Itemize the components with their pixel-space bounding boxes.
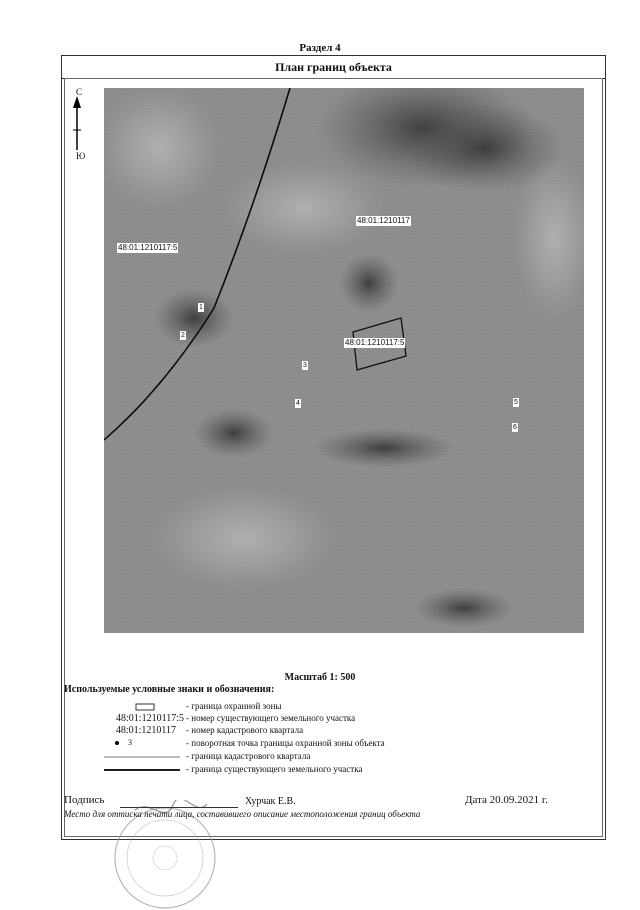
turning-point-label: 6: [513, 424, 517, 431]
signer-name: Хурчак Е.В.: [245, 796, 296, 807]
plan-title: План границ объекта: [62, 56, 605, 79]
turning-point-label: 5: [514, 399, 518, 406]
legend-symbol-text: 3: [128, 738, 132, 747]
signature-line: [120, 807, 238, 808]
legend-title: Используемые условные знаки и обозначения:: [64, 684, 275, 695]
legend-symbol-text: 48:01:1210117:5: [116, 713, 184, 724]
orthophoto-map: [104, 88, 584, 633]
turning-point-label: 3: [303, 362, 307, 369]
north-arrow-icon: [70, 96, 84, 152]
signature-label: Подпись: [64, 794, 105, 806]
legend-item: [64, 725, 584, 738]
legend-item: [64, 751, 584, 764]
legend-item: [64, 738, 584, 751]
map-scale: Масштаб 1: 500: [284, 672, 356, 683]
turning-point-label: 2: [181, 332, 185, 339]
legend-symbol-text: 48:01:1210117: [115, 725, 176, 736]
document-date: Дата 20.09.2021 г.: [465, 794, 548, 806]
legend-item: [64, 764, 584, 777]
land-plot-line-symbol: [64, 764, 184, 776]
land-plot-label: 48:01:1210117:5: [345, 338, 405, 347]
turning-point-label: 4: [296, 400, 300, 407]
compass-north-label: С: [76, 87, 83, 97]
cadastral-quarter-label: 48:01:1210117: [357, 216, 410, 225]
legend-desc: - номер кадастрового квартала: [186, 725, 304, 735]
protection-zone-symbol: [64, 701, 184, 713]
aerial-photo: [104, 88, 584, 633]
turning-point-label: 1: [199, 304, 203, 311]
section-title: Раздел 4: [299, 42, 341, 54]
legend-desc: - граница существующего земельного участка: [186, 764, 363, 774]
land-plot-label: 48:01:1210117:5: [118, 243, 178, 252]
north-arrow: [68, 87, 92, 167]
compass-south-label: Ю: [76, 151, 86, 161]
cadastral-quarter-line-symbol: [64, 751, 184, 763]
stamp-note: Место для оттиска печати лица, составившего описание местоположения границ объекта: [64, 809, 421, 819]
legend-desc: - номер существующего земельного участка: [186, 713, 356, 723]
legend-desc: - граница охранной зоны: [186, 701, 282, 711]
legend-desc: - поворотная точка границы охранной зоны объекта: [186, 738, 385, 748]
legend-desc: - граница кадастрового квартала: [186, 751, 311, 761]
